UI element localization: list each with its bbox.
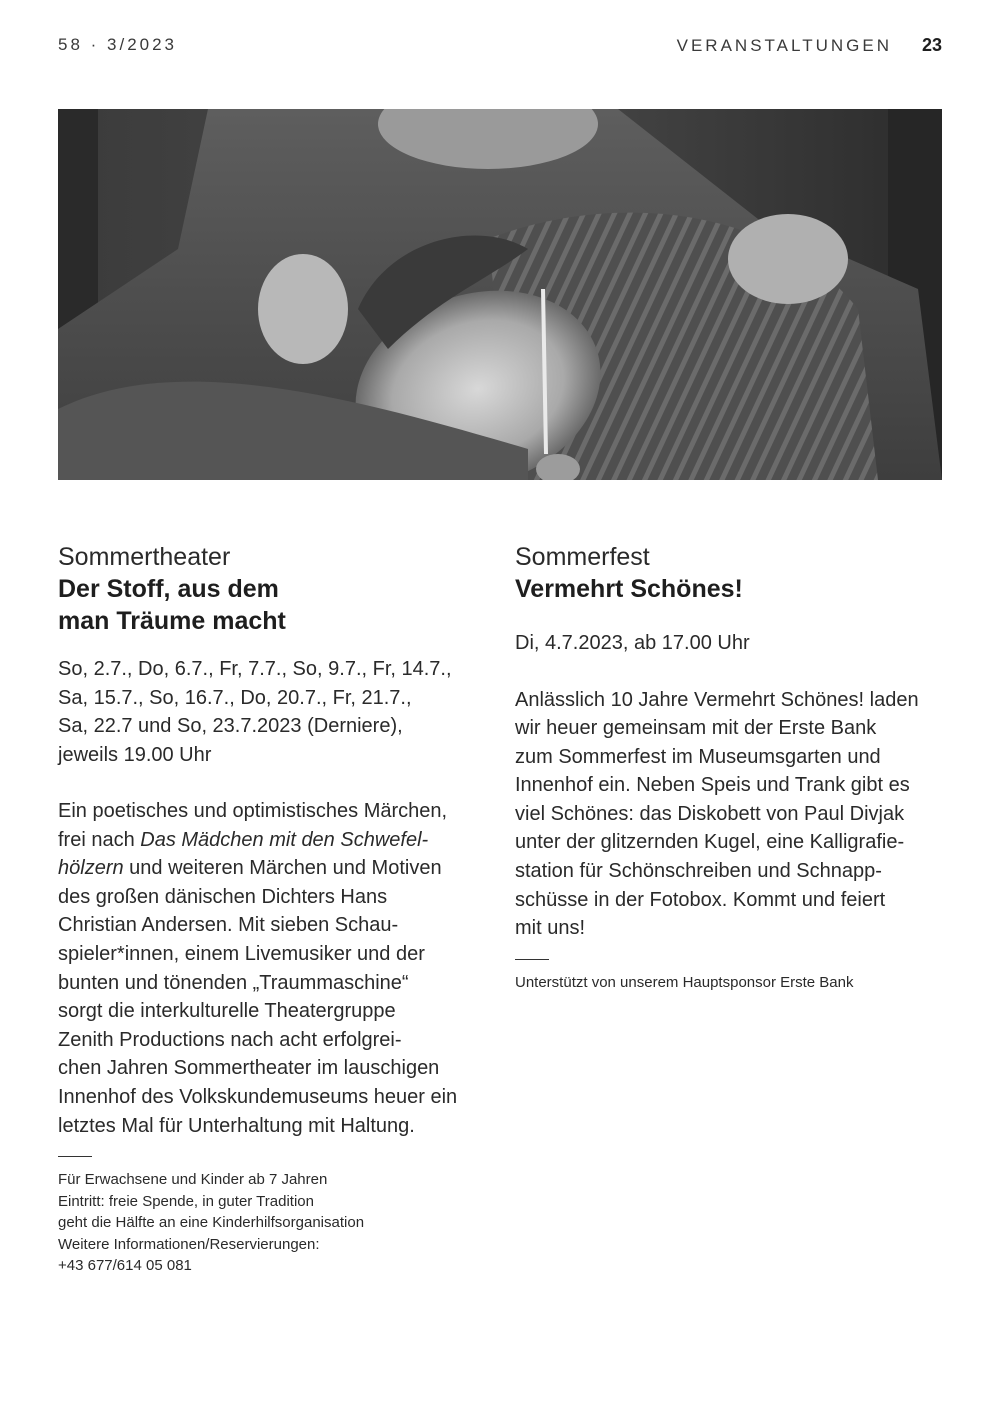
body-text: frei nach [58,828,141,851]
body-line: schüsse in der Fotobox. Kommt und feiert [515,888,886,911]
body-line: Zenith Productions nach acht erfolgrei- [58,1028,402,1051]
divider [515,959,549,960]
article-body [515,686,945,943]
article-title: Vermehrt Schönes! [515,575,743,603]
event-date: Di, 4.7.2023, ab 17.00 Uhr [515,632,750,654]
body-line: des großen dänischen Dichters Hans [58,885,388,908]
note-line: Für Erwachsene und Kinder ab 7 Jahren [58,1171,328,1189]
running-header [677,35,942,56]
date-line: Sa, 22.7 und So, 23.7.2023 (Derniere), [58,715,403,737]
title-line: Der Stoff, aus dem [58,575,279,603]
note-line: Eintritt: freie Spende, in guter Tradition [58,1192,314,1210]
body-line: mit uns! [515,917,586,940]
body-line: bunten und tönenden „Traummaschine“ [58,971,409,994]
body-line: wir heuer gemeinsam mit der Erste Bank [515,717,877,740]
note-line: geht die Hälfte an eine Kinderhilfsorganisation [58,1214,365,1232]
phone-number: +43 677/614 05 081 [58,1257,192,1275]
date-line: jeweils 19.00 Uhr [58,743,212,766]
book-title: Das Mädchen mit den Schwefel- [140,828,429,851]
body-line [58,826,488,855]
body-line: Christian Andersen. Mit sieben Schau- [58,914,399,937]
body-line: chen Jahren Sommertheater im lauschigen [58,1057,440,1080]
sommerfest-article [515,541,945,993]
body-text: und weiteren Märchen und Motiven [123,857,442,880]
body-line: Ein poetisches und optimistisches Märchen, [58,800,448,822]
body-line: station für Schönschreiben und Schnapp- [515,860,882,883]
section-title: VERANSTALTUNGEN [676,36,892,55]
body-line: Innenhof ein. Neben Speis und Trank gibt es [515,774,910,797]
body-line: zum Sommerfest im Museumsgarten und [515,745,881,768]
date-line: So, 2.7., Do, 6.7., Fr, 7.7., So, 9.7., Fr, 14.7., [58,658,452,680]
body-line: Anlässlich 10 Jahre Vermehrt Schönes! laden [515,688,919,711]
info-note [58,1169,488,1277]
body-line: viel Schönes: das Diskobett von Paul Divjak [515,802,905,825]
date-line: Sa, 15.7., So, 16.7., Do, 20.7., Fr, 21.7., [58,686,412,709]
note-line: Weitere Informationen/Reservierungen: [58,1235,320,1253]
performance-dates [58,655,488,769]
photo-illustration [58,109,942,480]
theater-photo [58,109,942,480]
body-line: spieler*innen, einem Livemusiker und der [58,942,425,965]
article-kicker: Sommertheater [58,543,231,571]
sponsor-note: Unterstützt von unserem Hauptsponsor Erste Bank [515,973,854,991]
body-line: letztes Mal für Unterhaltung mit Haltung. [58,1114,415,1137]
title-line: man Träume macht [58,607,286,635]
issue-number: 58 · 3/2023 [58,35,178,54]
article-body [58,797,488,1140]
article-kicker: Sommerfest [515,543,650,571]
article-title [58,573,488,637]
sommertheater-article [58,541,488,1277]
page-number: 23 [921,35,942,55]
body-line: unter der glitzernden Kugel, eine Kalligrafie- [515,831,905,854]
body-line [58,854,488,883]
divider [58,1156,92,1157]
book-title: hölzern [58,857,124,880]
body-line: sorgt die interkulturelle Theatergruppe [58,1000,396,1023]
body-line: Innenhof des Volkskundemuseums heuer ein [58,1085,458,1108]
